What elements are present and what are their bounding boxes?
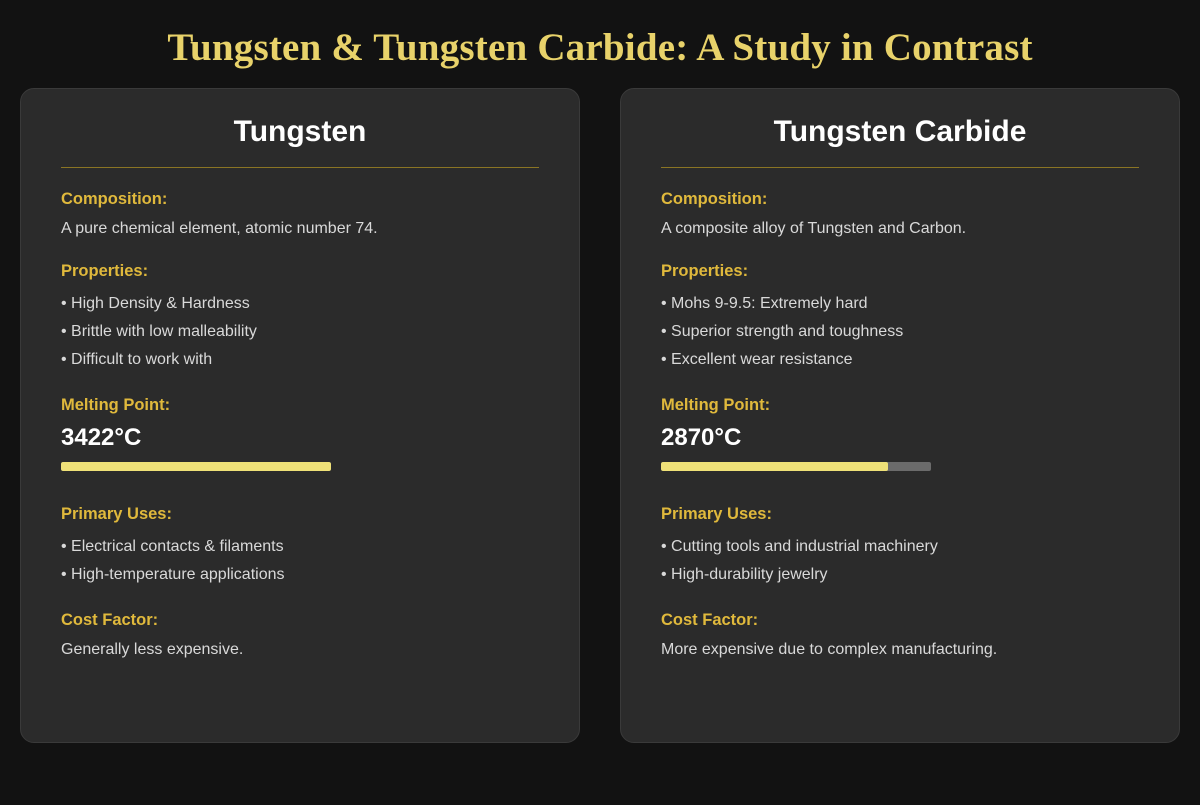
- cost-factor-label: Cost Factor:: [61, 610, 159, 629]
- card-title: Tungsten Carbide: [773, 115, 1027, 148]
- list-item: • Brittle with low malleability: [61, 322, 257, 340]
- card-title: Tungsten: [233, 115, 367, 148]
- primary-uses-list: [61, 533, 539, 589]
- cost-factor-text: More expensive due to complex manufacturing.: [661, 640, 998, 658]
- properties-label: Properties:: [61, 261, 149, 280]
- card-tungsten-carbide: [620, 88, 1180, 743]
- composition-text: A pure chemical element, atomic number 74.: [61, 220, 378, 237]
- primary-uses-label: Primary Uses:: [661, 504, 772, 523]
- page-title: Tungsten & Tungsten Carbide: A Study in Contrast: [167, 26, 1033, 69]
- list-item: • Excellent wear resistance: [661, 350, 853, 368]
- melting-point-bar-fill: [61, 462, 331, 471]
- list-item: • Cutting tools and industrial machinery: [661, 537, 938, 555]
- list-item: • High Density & Hardness: [61, 294, 250, 312]
- list-item: • Mohs 9-9.5: Extremely hard: [661, 294, 868, 312]
- card-tungsten: [20, 88, 580, 743]
- melting-point-bar: [61, 462, 331, 471]
- melting-point-label: Melting Point:: [661, 395, 771, 414]
- properties-label: Properties:: [661, 261, 749, 280]
- list-item: • Superior strength and toughness: [661, 322, 904, 340]
- melting-point-label: Melting Point:: [61, 395, 171, 414]
- properties-list: [61, 290, 539, 374]
- melting-point-value: 2870°C: [661, 423, 742, 451]
- cost-factor-text: Generally less expensive.: [61, 640, 244, 658]
- melting-point-bar-fill: [661, 462, 888, 471]
- melting-point-value: 3422°C: [61, 423, 142, 451]
- list-item: • Difficult to work with: [61, 350, 213, 368]
- card-divider: [661, 167, 1139, 168]
- list-item: • Electrical contacts & filaments: [61, 537, 284, 555]
- composition-label: Composition:: [661, 190, 768, 208]
- primary-uses-list: [661, 533, 1139, 589]
- cards-container: [0, 88, 1200, 743]
- composition-label: Composition:: [61, 190, 168, 208]
- cost-factor-label: Cost Factor:: [661, 610, 759, 629]
- primary-uses-label: Primary Uses:: [61, 504, 172, 523]
- list-item: • High-temperature applications: [61, 565, 285, 583]
- properties-list: [661, 290, 1139, 374]
- composition-text: A composite alloy of Tungsten and Carbon.: [661, 220, 967, 237]
- card-divider: [61, 167, 539, 168]
- list-item: • High-durability jewelry: [661, 565, 828, 583]
- melting-point-bar: [661, 462, 931, 471]
